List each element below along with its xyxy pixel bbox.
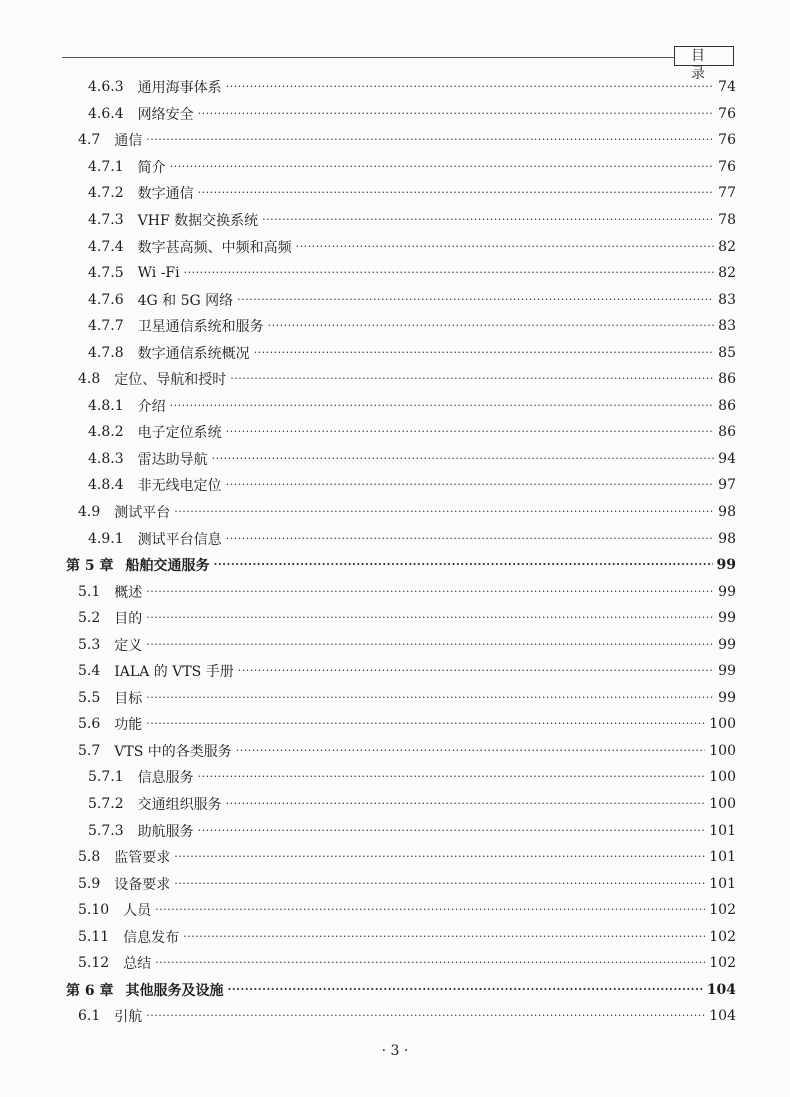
toc-entry-number: 4.8 <box>78 371 101 388</box>
toc-entry-title: 卫星通信系统和服务 <box>137 319 264 336</box>
toc-entry-title: 船舶交通服务 <box>125 558 210 575</box>
toc-entry[interactable] <box>0 924 790 951</box>
toc-entry-title: 人员 <box>123 903 152 920</box>
dot-leader <box>198 770 706 784</box>
toc-entry-number: 4.6.4 <box>88 105 124 122</box>
toc-entry-number: 5.5 <box>78 689 101 706</box>
toc-entry-number: 4.9 <box>78 504 101 521</box>
dot-leader <box>214 558 713 572</box>
toc-entry[interactable] <box>0 286 790 313</box>
toc-entry-title: 总结 <box>123 956 152 973</box>
toc-entry-page: 99 <box>718 610 736 627</box>
toc-entry-page: 101 <box>709 875 736 892</box>
toc-entry-number: 4.8.2 <box>88 424 124 441</box>
toc-entry[interactable] <box>0 260 790 287</box>
dot-leader <box>146 717 705 731</box>
dot-leader <box>226 425 715 439</box>
toc-entry-page: 100 <box>709 796 736 813</box>
header-rule <box>62 57 674 58</box>
toc-entry-page: 83 <box>718 318 736 335</box>
toc-entry-page: 102 <box>709 955 736 972</box>
dot-leader <box>174 877 705 891</box>
toc-entry[interactable] <box>0 578 790 605</box>
toc-entry[interactable] <box>0 74 790 101</box>
dot-leader <box>146 611 714 625</box>
toc-entry-title: 测试平台 <box>114 505 171 522</box>
dot-leader <box>226 532 715 546</box>
toc-entry-number: 5.6 <box>78 716 101 733</box>
dot-leader <box>174 505 714 519</box>
dot-leader <box>254 346 715 360</box>
toc-entry-title: 信息服务 <box>137 770 194 787</box>
toc-entry-number: 4.7.2 <box>88 185 124 202</box>
toc-entry-number: 5.10 <box>78 902 110 919</box>
toc-entry-number: 4.7.3 <box>88 212 124 228</box>
toc-entry-title: 设备要求 <box>114 876 171 893</box>
dot-leader <box>230 372 714 386</box>
dot-leader <box>262 213 714 227</box>
toc-entry-number: 5.4 <box>78 663 101 680</box>
toc-entry-page: 100 <box>709 716 736 733</box>
toc-entry[interactable] <box>0 366 790 393</box>
toc-entry-page: 82 <box>718 265 736 282</box>
toc-entry-number: 5.7.1 <box>88 769 124 786</box>
toc-entry-page: 77 <box>718 185 736 202</box>
toc-entry-page: 101 <box>709 849 736 866</box>
table-of-contents <box>0 74 790 1030</box>
dot-leader <box>226 478 715 492</box>
dot-leader <box>155 903 705 917</box>
toc-entry[interactable] <box>0 1003 790 1030</box>
dot-leader <box>226 80 715 94</box>
toc-entry-title: 数字甚高频、中频和高频 <box>137 239 292 256</box>
toc-entry[interactable] <box>0 738 790 765</box>
running-header: 目录 <box>674 46 734 66</box>
toc-entry-page: 86 <box>718 424 736 441</box>
toc-entry-number: 5.1 <box>78 583 101 600</box>
toc-entry-page: 99 <box>718 583 736 600</box>
toc-entry-page: 94 <box>718 450 736 467</box>
toc-entry[interactable] <box>0 950 790 977</box>
toc-entry-title: 电子定位系统 <box>137 425 222 442</box>
toc-entry-title: 简介 <box>137 159 166 176</box>
toc-entry-title: 网络安全 <box>137 106 194 123</box>
toc-entry-page: 100 <box>709 742 736 759</box>
dot-leader <box>296 240 715 254</box>
toc-entry-number: 4.8.4 <box>88 477 124 494</box>
toc-entry-number: 4.7.6 <box>88 291 124 308</box>
toc-entry-number: 5.11 <box>78 928 110 945</box>
toc-entry[interactable] <box>0 313 790 340</box>
toc-entry-number: 第 6 章 <box>66 982 114 999</box>
toc-entry-title: 定位、导航和授时 <box>114 372 227 389</box>
dot-leader <box>198 107 715 121</box>
toc-entry-title: 介绍 <box>137 398 166 415</box>
toc-entry-title: 信息发布 <box>123 929 180 946</box>
toc-entry-page: 99 <box>718 636 736 653</box>
toc-entry[interactable] <box>0 154 790 181</box>
toc-entry-title: 通用海事体系 <box>137 80 222 97</box>
toc-entry-page: 102 <box>709 902 736 919</box>
toc-entry-page: 97 <box>718 477 736 494</box>
toc-entry[interactable] <box>0 977 790 1004</box>
dot-leader <box>226 797 706 811</box>
toc-entry-number: 5.2 <box>78 610 101 627</box>
toc-entry-page: 85 <box>718 344 736 361</box>
toc-entry-number: 4.7.5 <box>88 265 124 282</box>
toc-entry-page: 104 <box>706 981 736 998</box>
toc-entry-page: 76 <box>718 132 736 149</box>
toc-entry[interactable] <box>0 393 790 420</box>
dot-leader <box>238 664 714 678</box>
toc-entry-number: 4.7 <box>78 132 101 149</box>
toc-entry-page: 76 <box>718 105 736 122</box>
toc-entry[interactable] <box>0 499 790 526</box>
toc-entry-page: 98 <box>718 530 736 547</box>
toc-entry-page: 76 <box>718 158 736 175</box>
toc-entry-page: 99 <box>718 663 736 680</box>
toc-entry-number: 4.7.1 <box>88 158 124 175</box>
toc-entry-title: 4G 和 5G 网络 <box>137 292 234 309</box>
toc-entry[interactable] <box>0 233 790 260</box>
toc-entry[interactable] <box>0 472 790 499</box>
toc-entry[interactable] <box>0 631 790 658</box>
toc-entry-page: 104 <box>709 1008 736 1025</box>
toc-entry-page: 99 <box>716 557 736 574</box>
toc-entry[interactable] <box>0 552 790 579</box>
toc-entry-page: 100 <box>709 769 736 786</box>
toc-entry-number: 5.9 <box>78 875 101 892</box>
dot-leader <box>268 319 715 333</box>
toc-entry-number: 6.1 <box>78 1008 101 1025</box>
toc-entry[interactable] <box>0 711 790 738</box>
toc-entry-page: 74 <box>718 79 736 96</box>
toc-entry[interactable] <box>0 870 790 897</box>
toc-entry-title: 数字通信 <box>137 186 194 203</box>
toc-entry[interactable] <box>0 101 790 128</box>
toc-entry[interactable] <box>0 446 790 473</box>
toc-entry-title: 测试平台信息 <box>137 531 222 548</box>
dot-leader <box>184 266 715 280</box>
toc-entry-page: 102 <box>709 928 736 945</box>
toc-entry-title: 通信 <box>114 133 143 150</box>
toc-entry[interactable] <box>0 844 790 871</box>
toc-entry-number: 4.7.8 <box>88 344 124 361</box>
toc-entry-title: VTS 中的各类服务 <box>114 743 232 760</box>
dot-leader <box>174 850 705 864</box>
toc-entry-number: 5.12 <box>78 955 110 972</box>
toc-entry-title: 目的 <box>114 611 143 628</box>
toc-entry-number: 4.8.3 <box>88 450 124 467</box>
toc-entry-number: 4.7.7 <box>88 318 124 335</box>
dot-leader <box>146 638 714 652</box>
toc-entry-title: 雷达助导航 <box>137 451 208 468</box>
toc-entry-number: 5.7.3 <box>88 822 124 839</box>
toc-entry-page: 101 <box>709 822 736 839</box>
toc-entry[interactable] <box>0 817 790 844</box>
dot-leader <box>198 186 715 200</box>
toc-entry-title: 其他服务及设施 <box>125 982 224 999</box>
dot-leader <box>146 133 714 147</box>
toc-entry-page: 82 <box>718 238 736 255</box>
toc-entry-title: 非无线电定位 <box>137 478 222 495</box>
toc-entry[interactable] <box>0 658 790 685</box>
toc-entry-title: Wi -Fi <box>137 265 180 282</box>
toc-entry-page: 86 <box>718 371 736 388</box>
toc-entry[interactable] <box>0 127 790 154</box>
dot-leader <box>237 293 714 307</box>
toc-entry-title: 交通组织服务 <box>137 797 222 814</box>
toc-entry-number: 4.7.4 <box>88 238 124 255</box>
toc-entry-number: 5.8 <box>78 849 101 866</box>
dot-leader <box>236 744 706 758</box>
toc-entry[interactable] <box>0 791 790 818</box>
toc-entry[interactable] <box>0 525 790 552</box>
toc-entry-number: 4.6.3 <box>88 79 124 96</box>
dot-leader <box>146 1009 705 1023</box>
toc-entry-number: 5.7 <box>78 742 101 759</box>
toc-entry-title: 助航服务 <box>137 823 194 840</box>
dot-leader <box>170 160 715 174</box>
toc-entry-number: 5.3 <box>78 636 101 653</box>
toc-entry-title: 概述 <box>114 584 143 601</box>
toc-entry-title: 数字通信系统概况 <box>137 345 250 362</box>
toc-entry-title: 监管要求 <box>114 850 171 867</box>
toc-entry[interactable] <box>0 207 790 234</box>
toc-entry-page: 86 <box>718 397 736 414</box>
toc-entry-page: 98 <box>718 504 736 521</box>
toc-entry[interactable] <box>0 685 790 712</box>
toc-entry-number: 4.8.1 <box>88 397 124 414</box>
dot-leader <box>228 983 703 997</box>
toc-entry[interactable] <box>0 180 790 207</box>
dot-leader <box>146 585 714 599</box>
toc-entry-title: IALA 的 VTS 手册 <box>114 664 234 681</box>
toc-entry[interactable] <box>0 764 790 791</box>
dot-leader <box>170 399 715 413</box>
toc-entry-page: 78 <box>718 212 736 228</box>
toc-entry-title: 功能 <box>114 717 143 734</box>
toc-entry-number: 第 5 章 <box>66 558 114 575</box>
dot-leader <box>198 824 706 838</box>
toc-entry-page: 99 <box>718 689 736 706</box>
toc-entry-title: 引航 <box>114 1009 143 1026</box>
toc-entry-title: 定义 <box>114 637 143 654</box>
dot-leader <box>183 930 705 944</box>
page-number: · 3 · <box>381 1043 409 1059</box>
toc-entry-number: 5.7.2 <box>88 796 124 813</box>
toc-entry-title: 目标 <box>114 690 143 707</box>
toc-entry[interactable] <box>0 605 790 632</box>
toc-entry-title: VHF 数据交换系统 <box>137 213 259 229</box>
toc-entry[interactable] <box>0 897 790 924</box>
dot-leader <box>155 956 705 970</box>
dot-leader <box>146 691 714 705</box>
toc-entry-page: 83 <box>718 291 736 308</box>
toc-entry[interactable] <box>0 339 790 366</box>
toc-entry[interactable] <box>0 419 790 446</box>
toc-entry-number: 4.9.1 <box>88 530 124 547</box>
dot-leader <box>212 452 715 466</box>
